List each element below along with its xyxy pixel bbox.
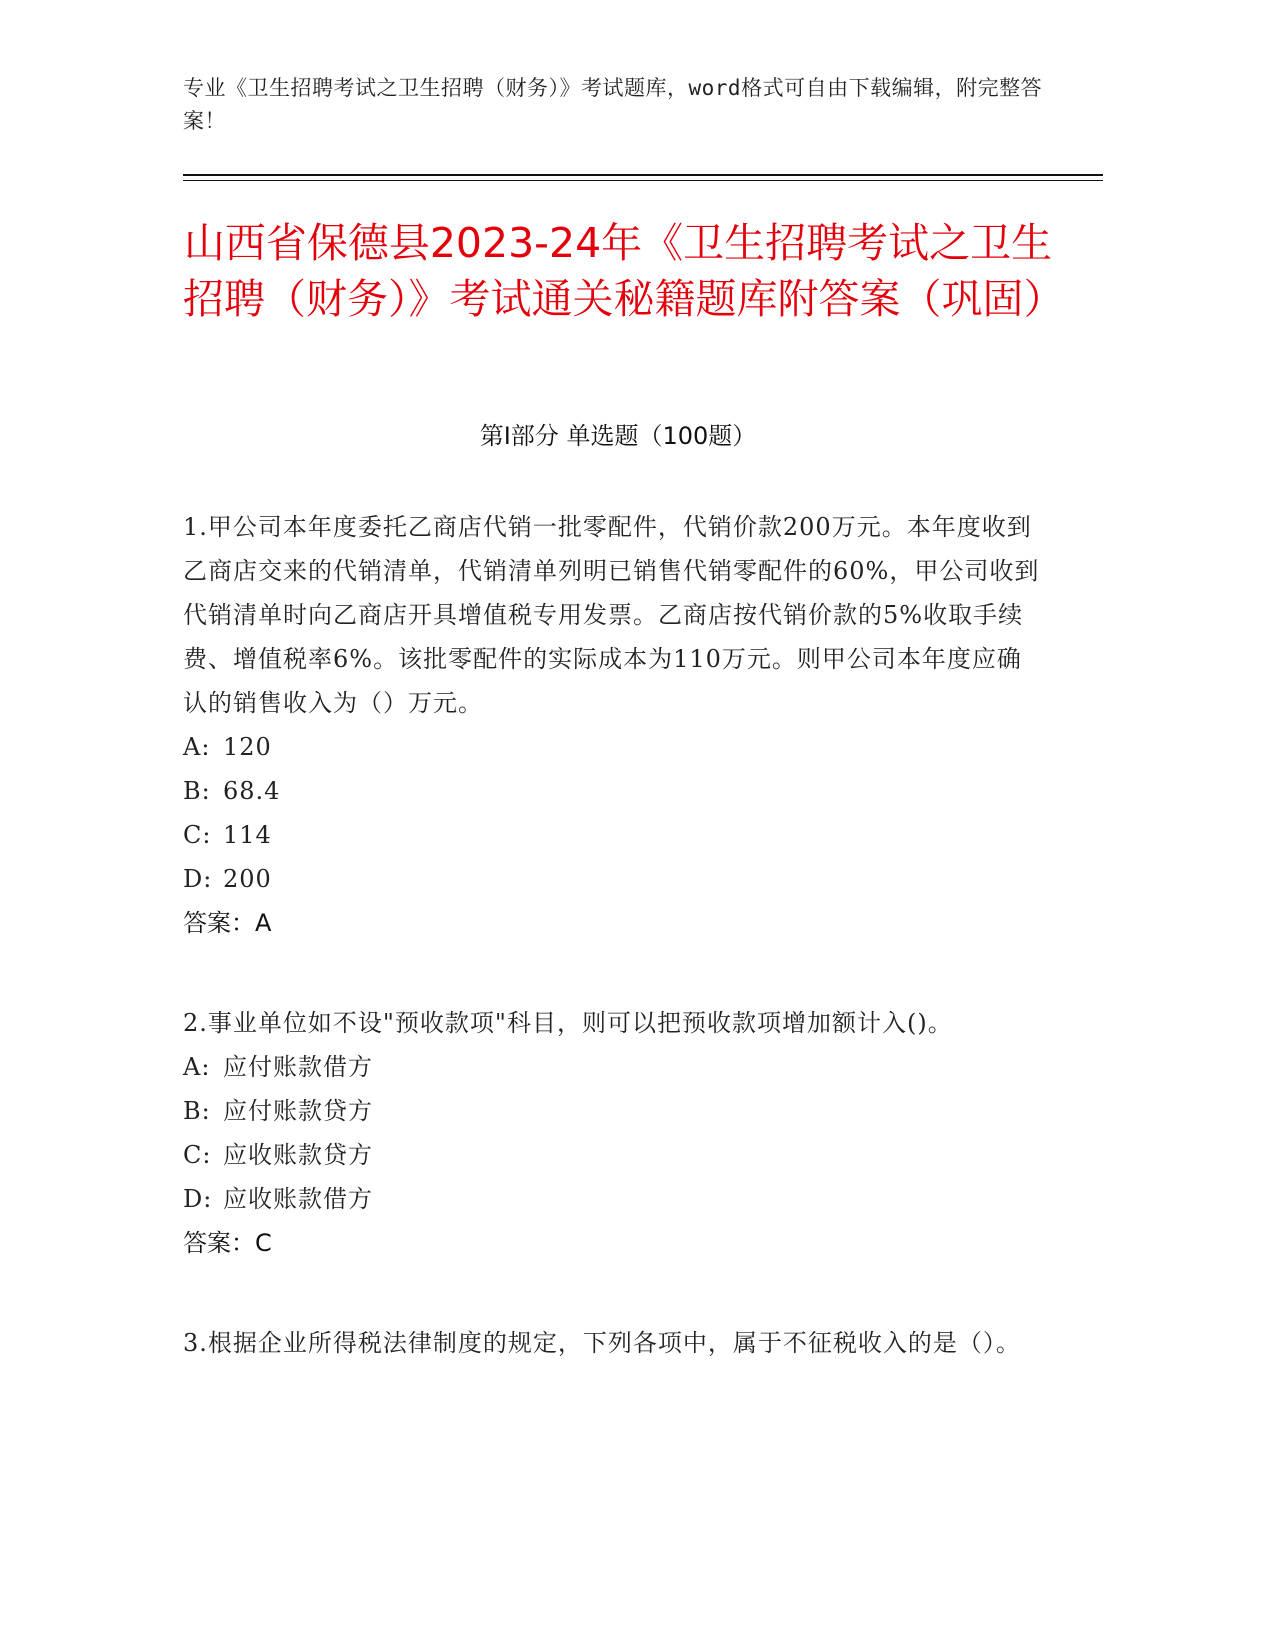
option-text: 114 [223,821,272,849]
question-stem: 1.甲公司本年度委托乙商店代销一批零配件，代销价款200万元。本年度收到乙商店交来的代销清单，代销清单列明已销售代销零配件的60%，甲公司收到代销清单时向乙商店开具增值税专用发票。乙商店按代销价款的5%收取手续费、增值税率6%。该批零配件的实际成本为110万元。则甲公司本年度应确认的销售收入为（）万元。 [183,513,1040,717]
option-text: 应付账款借方 [223,1053,373,1081]
option-d[interactable] [183,1177,1043,1221]
question-2 [183,1001,1043,1265]
question-stem: 2.事业单位如不设"预收款项"科目，则可以把预收款项增加额计入()。 [183,1009,953,1037]
question-1 [183,505,1043,945]
option-a[interactable] [183,725,1043,769]
question-3 [183,1321,1043,1365]
question-stem: 3.根据企业所得税法律制度的规定，下列各项中，属于不征税收入的是（）。 [183,1329,1021,1357]
option-letter: B: [183,777,211,805]
option-b[interactable] [183,769,1043,813]
question-list [183,505,1043,1421]
option-letter: A: [183,1053,211,1081]
option-d[interactable] [183,857,1043,901]
header-divider [183,174,1103,176]
option-b[interactable] [183,1089,1043,1133]
option-letter: A: [183,733,211,761]
option-letter: D: [183,1185,213,1213]
section-title: 第Ⅰ部分 单选题（100题） [479,422,757,450]
option-text: 120 [223,733,272,761]
option-letter: D: [183,865,213,893]
option-text: 68.4 [223,777,281,805]
option-text: 应收账款贷方 [223,1141,373,1169]
option-letter: C: [183,1141,212,1169]
answer-label: 答案：A [183,909,272,937]
header-divider-thin [183,180,1103,181]
option-text: 应收账款借方 [223,1185,373,1213]
option-c[interactable] [183,1133,1043,1177]
header-note: 专业《卫生招聘考试之卫生招聘（财务）》考试题库，word格式可自由下载编辑，附完整答案！ [183,76,1043,133]
option-c[interactable] [183,813,1043,857]
option-letter: B: [183,1097,211,1125]
option-a[interactable] [183,1045,1043,1089]
option-text: 应付账款贷方 [223,1097,373,1125]
document-title: 山西省保德县2023-24年《卫生招聘考试之卫生招聘（财务）》考试通关秘籍题库附答案（巩固） [183,219,1065,323]
option-letter: C: [183,821,212,849]
answer-label: 答案：C [183,1229,272,1257]
option-text: 200 [223,865,272,893]
